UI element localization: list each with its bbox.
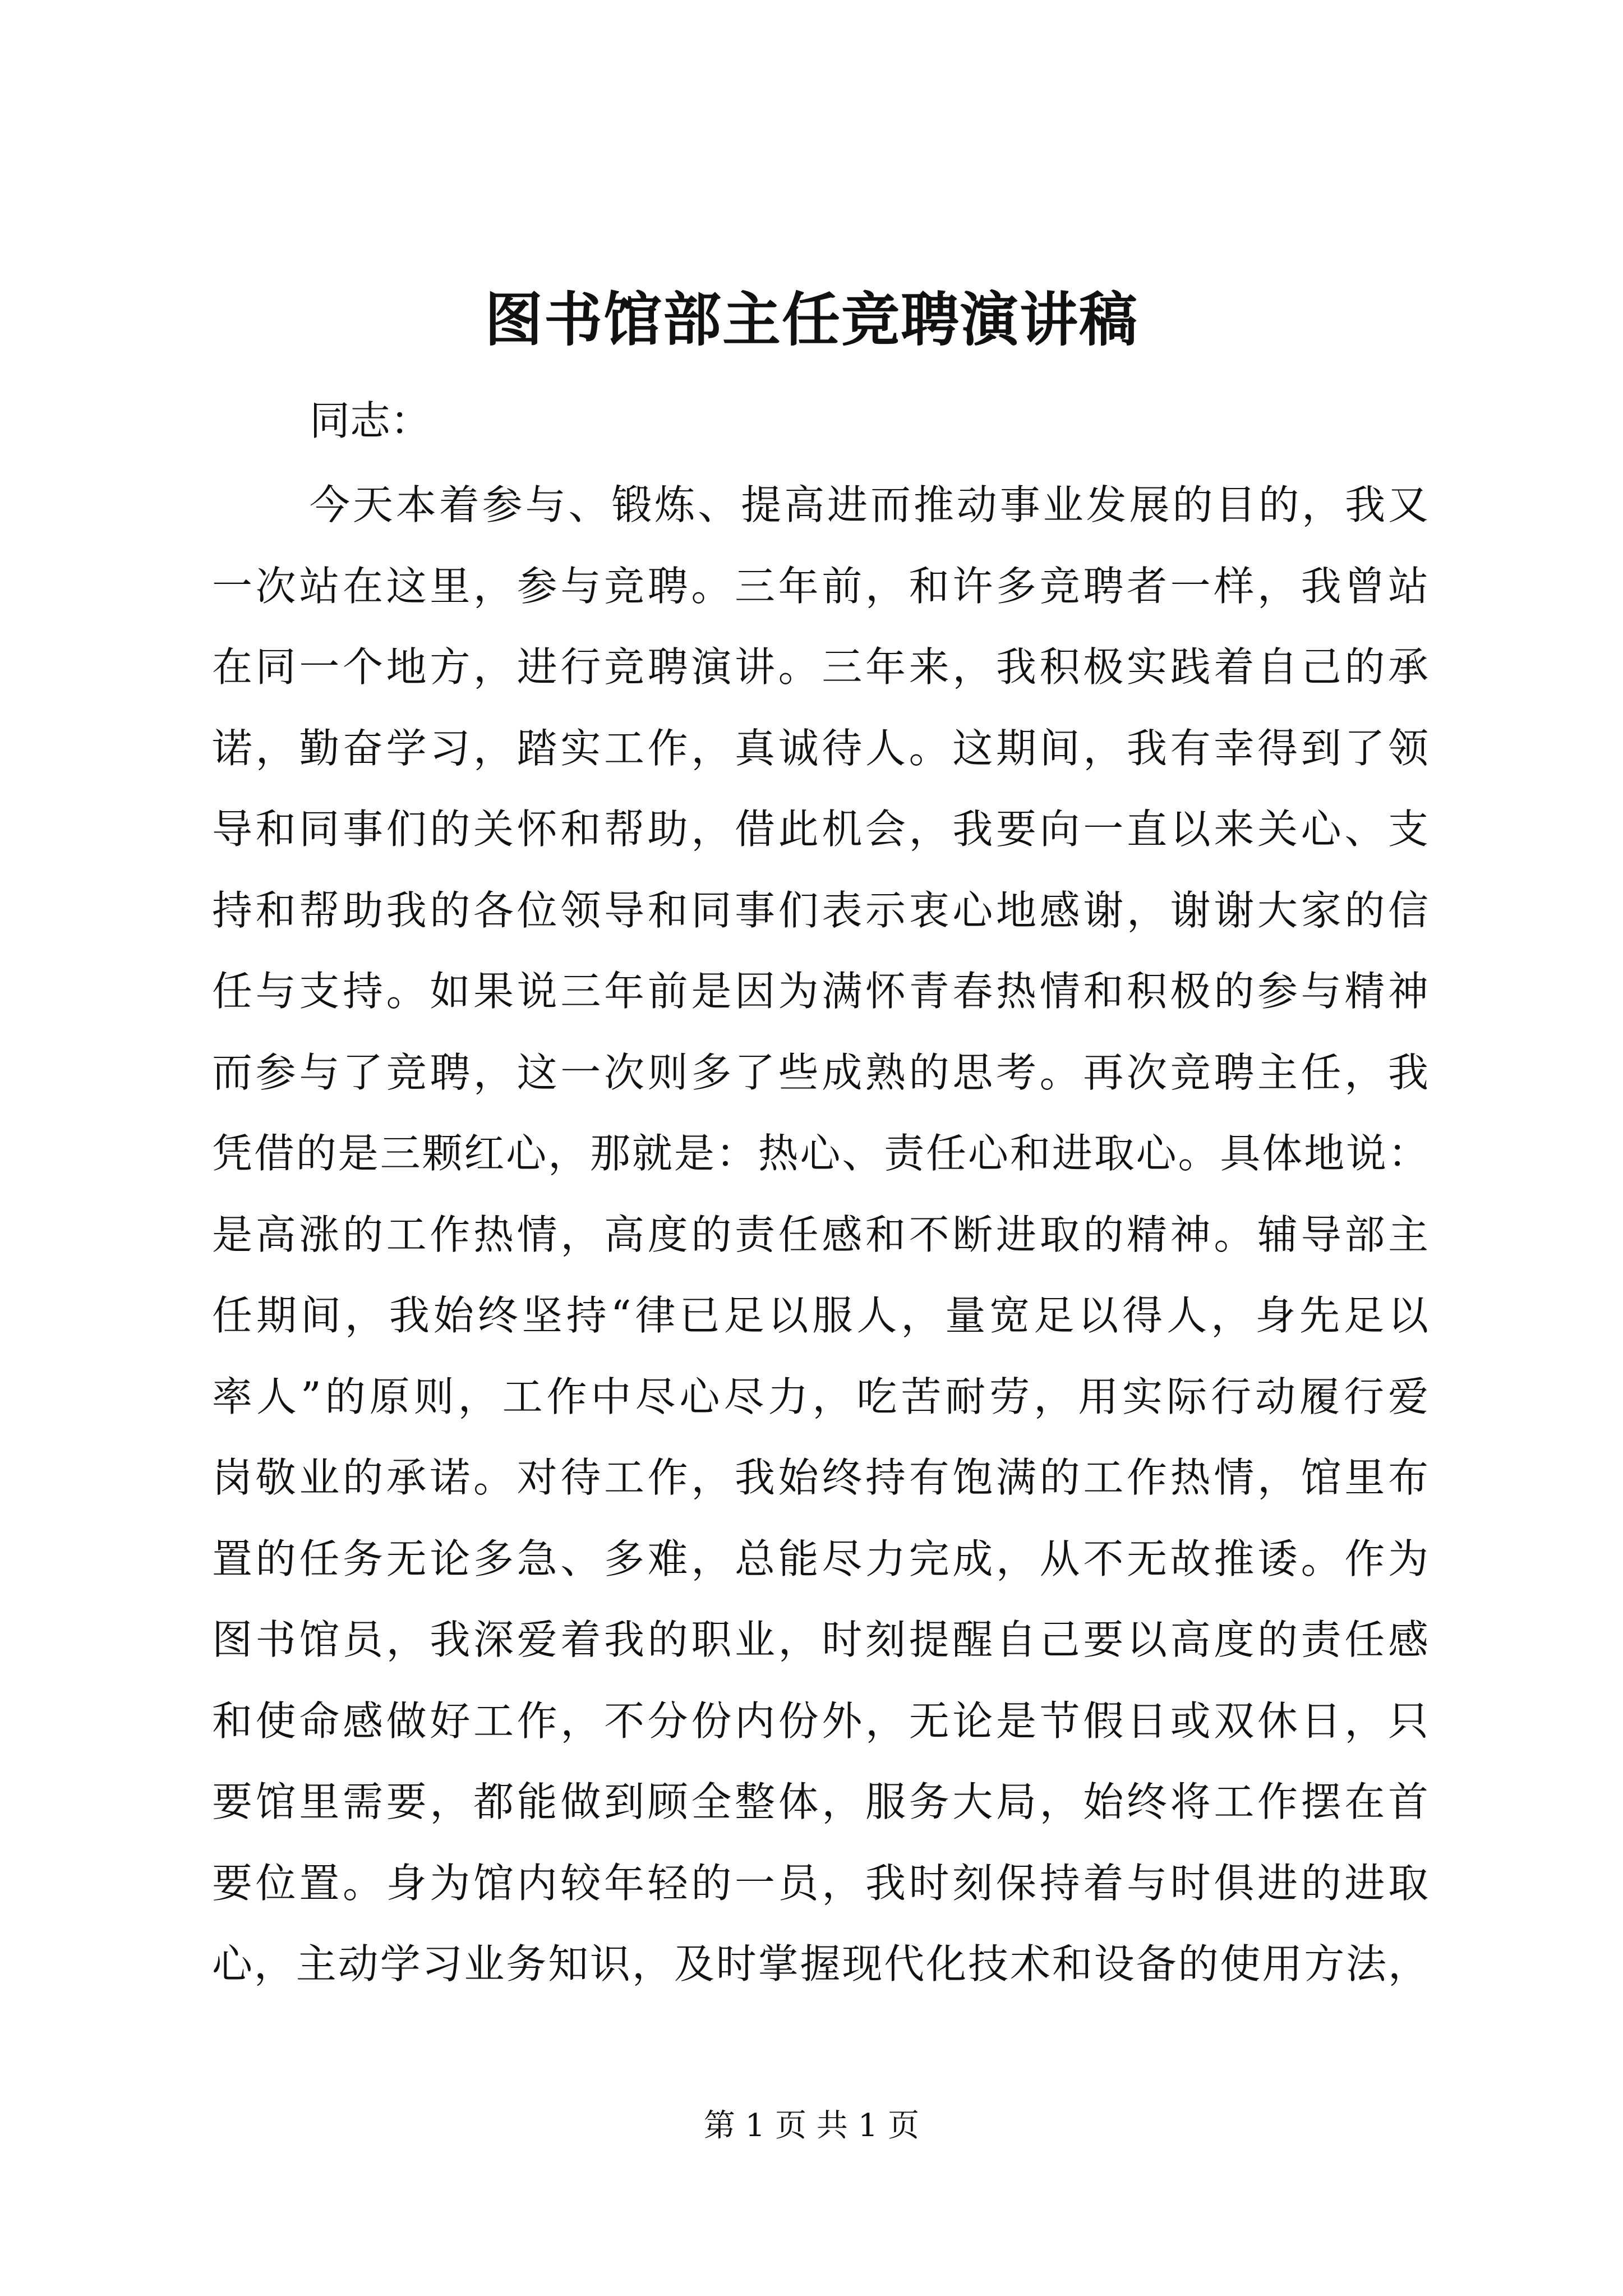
page-number-label: 第 1 页 共 1 页: [703, 2108, 920, 2144]
body-line: 率人”的原则，工作中尽心尽力，吃苦耐劳，用实际行动履行爱: [212, 1373, 1429, 1420]
document-title: 图书馆部主任竞聘演讲稿: [484, 285, 1138, 354]
body-line: 而参与了竞聘，这一次则多了些成熟的思考。再次竞聘主任，我: [212, 1048, 1429, 1096]
body-line: 导和同事们的关怀和帮助，借此机会，我要向一直以来关心、支: [212, 806, 1429, 853]
body-line: 一次站在这里，参与竞聘。三年前，和许多竞聘者一样，我曾站: [212, 562, 1429, 610]
salutation: 同志：: [310, 397, 431, 444]
body-line: 在同一个地方，进行竞聘演讲。三年来，我积极实践着自己的承: [212, 643, 1429, 691]
body-line: 诺，勤奋学习，踏实工作，真诚待人。这期间，我有幸得到了领: [212, 724, 1429, 772]
body-line: 任期间，我始终坚持“律已足以服人，量宽足以得人，身先足以: [212, 1292, 1429, 1339]
body-line: 持和帮助我的各位领导和同事们表示衷心地感谢，谢谢大家的信: [212, 886, 1429, 934]
body-line: 和使命感做好工作，不分份内份外，无论是节假日或双休日，只: [212, 1697, 1429, 1745]
body-line: 要位置。身为馆内较年轻的一员，我时刻保持着与时俱进的进取: [212, 1859, 1429, 1907]
body-line: 心，主动学习业务知识，及时掌握现代化技术和设备的使用方法，: [212, 1940, 1429, 1987]
body-line: 置的任务无论多急、多难，总能尽力完成，从不无故推诿。作为: [212, 1535, 1429, 1582]
body-line: 任与支持。如果说三年前是因为满怀青春热情和积极的参与精神: [212, 968, 1429, 1015]
body-text: [212, 464, 1429, 2005]
page-footer: [0, 2104, 1623, 2148]
body-line: 凭借的是三颗红心，那就是：热心、责任心和进取心。具体地说：: [212, 1130, 1429, 1177]
body-line: 图书馆员，我深爱着我的职业，时刻提醒自己要以高度的责任感: [212, 1616, 1429, 1663]
body-line: 是高涨的工作热情，高度的责任感和不断进取的精神。辅导部主: [212, 1211, 1429, 1258]
body-line: 岗敬业的承诺。对待工作，我始终持有饱满的工作热情，馆里布: [212, 1454, 1429, 1501]
body-line: 今天本着参与、锻炼、提高进而推动事业发展的目的，我又: [310, 481, 1429, 528]
body-line: 要馆里需要，都能做到顾全整体，服务大局，始终将工作摆在首: [212, 1778, 1429, 1825]
